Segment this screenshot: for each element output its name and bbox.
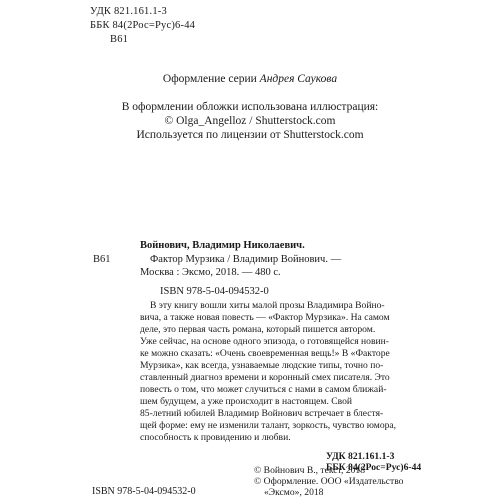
annotation-line: шем будущем, а уже происходит в настоящем. Свой: [140, 396, 353, 407]
copyright-text: © Войнович В., текст, 2018: [254, 465, 366, 476]
cover-credit-line-3: Используется по лицензии от Shutterstock.com: [136, 129, 364, 141]
udk-code-top: УДК 821.161.1-3: [90, 6, 167, 17]
entry-author-mark: В61: [93, 254, 111, 265]
series-design-credit: [0, 72, 500, 86]
annotation-line: 85-летний юбилей Владимир Войнович встречает в блестя-: [140, 408, 384, 419]
cover-credit-line-1: В оформлении обложки использована иллюстрация:: [121, 101, 379, 113]
author-mark-top: В61: [110, 34, 129, 45]
series-design-label: Оформление серии: [162, 73, 260, 85]
annotation-line: деле, это первая часть романа, который пишется автором.: [140, 324, 376, 335]
author-heading: Войнович, Владимир Николаевич.: [140, 240, 305, 251]
annotation-line: повесть о том, что может случиться с нами в самом ближай-: [140, 384, 387, 395]
copyright-design: © Оформление. ООО «Издательство: [254, 476, 404, 487]
annotation-line: вича, а также новая повесть — «Фактор Мурзика». На самом: [140, 312, 390, 323]
title-line-2: Москва : Эксмо, 2018. — 480 с.: [140, 267, 281, 278]
annotation-line: ке можно сказать: «Очень своевременная вещь!» В «Факторе: [140, 348, 390, 359]
title-line-1: Фактор Мурзика / Владимир Войнович. —: [150, 254, 342, 265]
annotation-line: щей форме: ему не изменили талант, зоркость, чувство юмора,: [140, 420, 397, 431]
copyright-publisher: «Эксмо», 2018: [264, 487, 324, 498]
udk-code-bottom: УДК 821.161.1-3: [326, 451, 395, 462]
annotation-line: Уже сейчас, на основе одного эпизода, о готовящейся новин-: [140, 336, 389, 347]
annotation-line: ставленный диагноз времени и коронный смех писателя. Это: [140, 372, 390, 383]
series-designer-name: Андрея Саукова: [259, 73, 338, 85]
annotation-line: Мурзика», как всегда, узнаваемые людские типы, точно по-: [140, 360, 384, 371]
annotation-line: В эту книгу вошли хиты малой прозы Владимира Войно-: [150, 300, 385, 311]
bbk-code-top: ББК 84(2Рос=Рус)6-44: [90, 20, 196, 31]
entry-isbn: ISBN 978-5-04-094532-0: [160, 286, 269, 297]
bbk-code-bottom: ББК 84(2Рос=Рус)6-44: [326, 462, 422, 473]
footer-isbn: ISBN 978-5-04-094532-0: [92, 486, 196, 497]
cover-credit-line-2: © Olga_Angelloz / Shutterstock.com: [164, 115, 336, 127]
annotation-line: способность к провидению и любви.: [140, 432, 291, 443]
